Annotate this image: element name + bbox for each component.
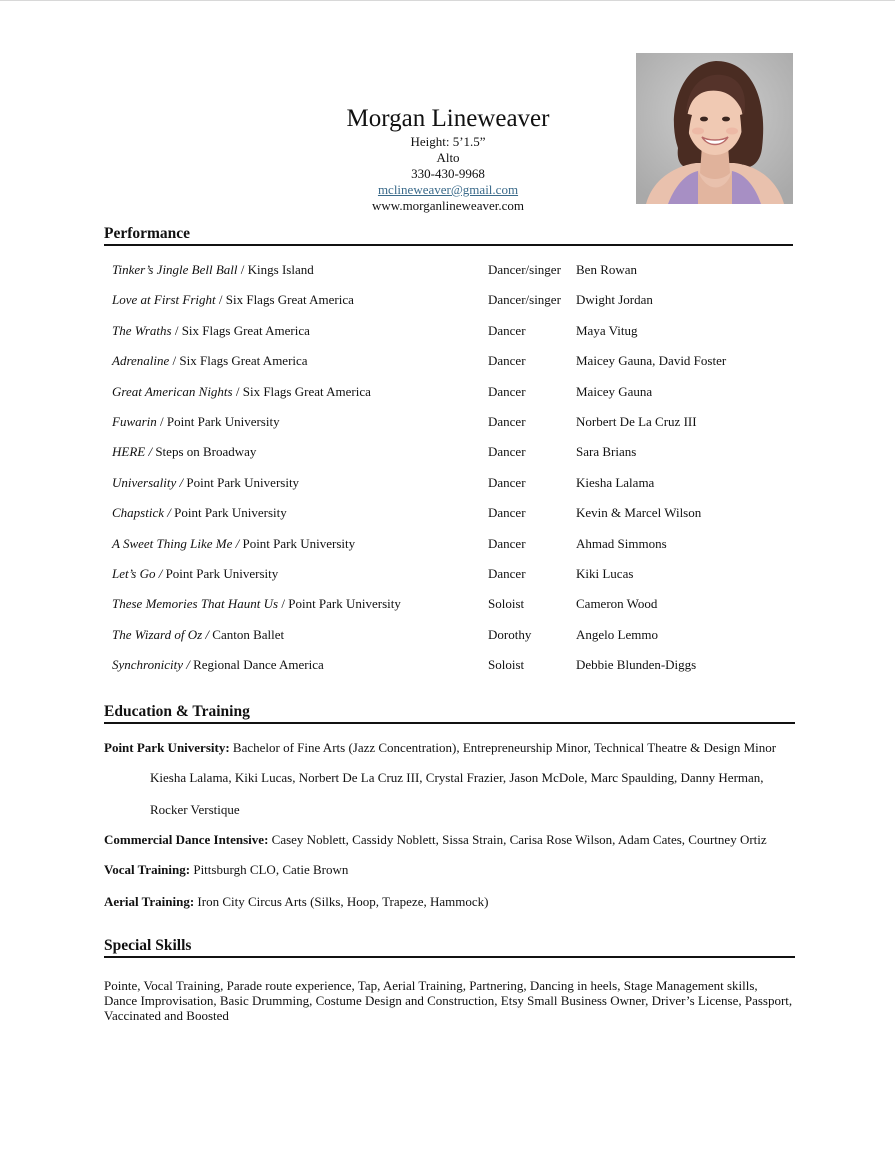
ppu-label: Point Park University:	[104, 740, 230, 755]
director-cell: Dwight Jordan	[576, 292, 653, 308]
director-cell: Kiki Lucas	[576, 565, 634, 581]
show-venue: / Six Flags Great America	[215, 292, 354, 308]
show-title: Great American Nights	[112, 383, 233, 399]
show-title: HERE /	[112, 444, 153, 460]
aerial-details: Iron City Circus Arts (Silks, Hoop, Trapeze, Hammock)	[194, 894, 489, 909]
show-cell	[112, 657, 324, 673]
vocal-teachers: Pittsburgh CLO, Catie Brown	[190, 862, 349, 877]
show-cell	[112, 505, 287, 521]
email-link[interactable]: mclineweaver@gmail.com	[377, 182, 519, 197]
show-cell	[112, 353, 308, 369]
performance-row	[112, 657, 792, 687]
role-cell: Dancer/singer	[488, 292, 561, 308]
director-cell: Angelo Lemmo	[576, 626, 658, 642]
show-venue: Point Park University	[239, 535, 356, 551]
director-cell: Kiesha Lalama	[576, 474, 655, 490]
show-title: Tinker’s Jingle Bell Ball	[112, 262, 238, 277]
show-venue: Regional Dance America	[189, 657, 324, 673]
role-cell: Dancer	[488, 322, 526, 338]
performance-row	[112, 444, 792, 474]
performance-row	[112, 414, 792, 444]
phone-number: 330-430-9968	[411, 166, 485, 181]
show-venue: / Kings Island	[237, 262, 314, 277]
performance-row	[112, 627, 792, 657]
performance-row	[112, 323, 792, 353]
education-aerial	[104, 894, 804, 910]
performance-list	[112, 262, 792, 687]
page-top-border	[0, 0, 895, 1]
role-cell: Dancer	[488, 474, 526, 490]
show-venue: / Six Flags Great America	[232, 383, 371, 399]
vocal-label: Vocal Training:	[104, 862, 191, 877]
education-cdi	[104, 832, 804, 848]
aerial-label: Aerial Training:	[104, 894, 195, 909]
show-cell	[112, 627, 284, 643]
director-cell: Ahmad Simmons	[576, 535, 667, 551]
applicant-name: Morgan Lineweaver	[346, 105, 550, 132]
role-cell: Dancer	[488, 565, 526, 581]
show-cell	[112, 444, 256, 460]
show-cell	[112, 323, 310, 339]
show-venue: Steps on Broadway	[152, 444, 257, 460]
show-cell	[112, 384, 371, 400]
headshot-photo	[636, 53, 793, 204]
cdi-teachers: Casey Noblett, Cassidy Noblett, Sissa Strain, Carisa Rose Wilson, Adam Cates, Courtney Ortiz	[268, 832, 767, 847]
show-venue: Point Park University	[183, 474, 300, 490]
director-cell: Maicey Gauna	[576, 383, 653, 399]
show-cell	[112, 262, 314, 278]
performance-row	[112, 505, 792, 535]
show-title: A Sweet Thing Like Me /	[112, 535, 240, 551]
director-cell: Maya Vitug	[576, 322, 638, 338]
education-ppu	[104, 740, 804, 756]
role-cell: Dancer	[488, 535, 526, 551]
show-cell	[112, 292, 354, 308]
director-cell: Sara Brians	[576, 444, 637, 460]
ppu-degree: Bachelor of Fine Arts (Jazz Concentration), Entrepreneurship Minor, Technical Theatre & Design Minor	[229, 740, 777, 755]
performance-row	[112, 292, 792, 322]
show-venue: / Point Park University	[156, 413, 280, 429]
voice-type: Alto	[436, 150, 460, 165]
resume-header	[248, 104, 648, 214]
performance-row	[112, 262, 792, 292]
performance-row	[112, 384, 792, 414]
height-line: Height: 5’1.5”	[410, 134, 486, 149]
show-title: These Memories That Haunt Us	[112, 596, 279, 612]
role-cell: Dancer/singer	[488, 262, 561, 277]
performance-heading: Performance	[104, 225, 793, 246]
skills-text: Pointe, Vocal Training, Parade route experience, Tap, Aerial Training, Partnering, Dancing in heels, Stage Management skills, Dance Improvisation, Basic Drumming, Costume Design and Construction, Etsy Small Business Owner, Driver’s License, Passport, Vaccinated and Boosted	[104, 978, 793, 1023]
performance-row	[112, 566, 792, 596]
ppu-teachers-line-1: Kiesha Lalama, Kiki Lucas, Norbert De La Cruz III, Crystal Frazier, Jason McDole, Marc Spaulding, Danny Herman,	[150, 770, 764, 785]
role-cell: Dancer	[488, 383, 526, 399]
director-cell: Ben Rowan	[576, 262, 638, 277]
show-venue: Point Park University	[162, 565, 279, 581]
role-cell: Soloist	[488, 596, 525, 612]
performance-row	[112, 536, 792, 566]
role-cell: Dancer	[488, 505, 526, 521]
website-text: www.morganlineweaver.com	[372, 198, 524, 213]
performance-row	[112, 353, 792, 383]
education-heading: Education & Training	[104, 703, 795, 724]
show-title: Fuwarin	[112, 413, 157, 429]
show-venue: Canton Ballet	[209, 626, 285, 642]
show-venue: / Point Park University	[278, 596, 401, 612]
education-vocal	[104, 862, 804, 878]
director-cell: Cameron Wood	[576, 596, 658, 612]
show-cell	[112, 596, 401, 612]
role-cell: Soloist	[488, 657, 525, 673]
show-title: The Wizard of Oz /	[112, 626, 210, 642]
show-venue: Point Park University	[170, 505, 287, 521]
show-title: Chapstick /	[112, 505, 171, 521]
role-cell: Dancer	[488, 353, 526, 369]
director-cell: Norbert De La Cruz III	[576, 413, 697, 429]
show-title: Synchronicity /	[112, 657, 190, 673]
cdi-label: Commercial Dance Intensive:	[104, 832, 269, 847]
show-title: Let’s Go /	[112, 565, 163, 581]
show-title: Universality /	[112, 474, 184, 490]
role-cell: Dancer	[488, 413, 526, 429]
show-venue: / Six Flags Great America	[169, 353, 308, 369]
director-cell: Kevin & Marcel Wilson	[576, 505, 702, 521]
show-venue: / Six Flags Great America	[171, 322, 310, 338]
show-title: The Wraths	[112, 322, 172, 338]
director-cell: Maicey Gauna, David Foster	[576, 353, 727, 369]
show-cell	[112, 475, 299, 491]
role-cell: Dorothy	[488, 626, 532, 642]
skills-heading: Special Skills	[104, 937, 795, 958]
role-cell: Dancer	[488, 444, 526, 460]
director-cell: Debbie Blunden-Diggs	[576, 657, 697, 673]
performance-row	[112, 475, 792, 505]
show-cell	[112, 566, 278, 582]
show-cell	[112, 414, 280, 430]
ppu-teachers-line-2: Rocker Verstique	[150, 802, 240, 817]
show-title: Love at First Fright	[112, 292, 216, 308]
show-title: Adrenaline	[112, 353, 170, 369]
performance-row	[112, 596, 792, 626]
show-cell	[112, 536, 355, 552]
